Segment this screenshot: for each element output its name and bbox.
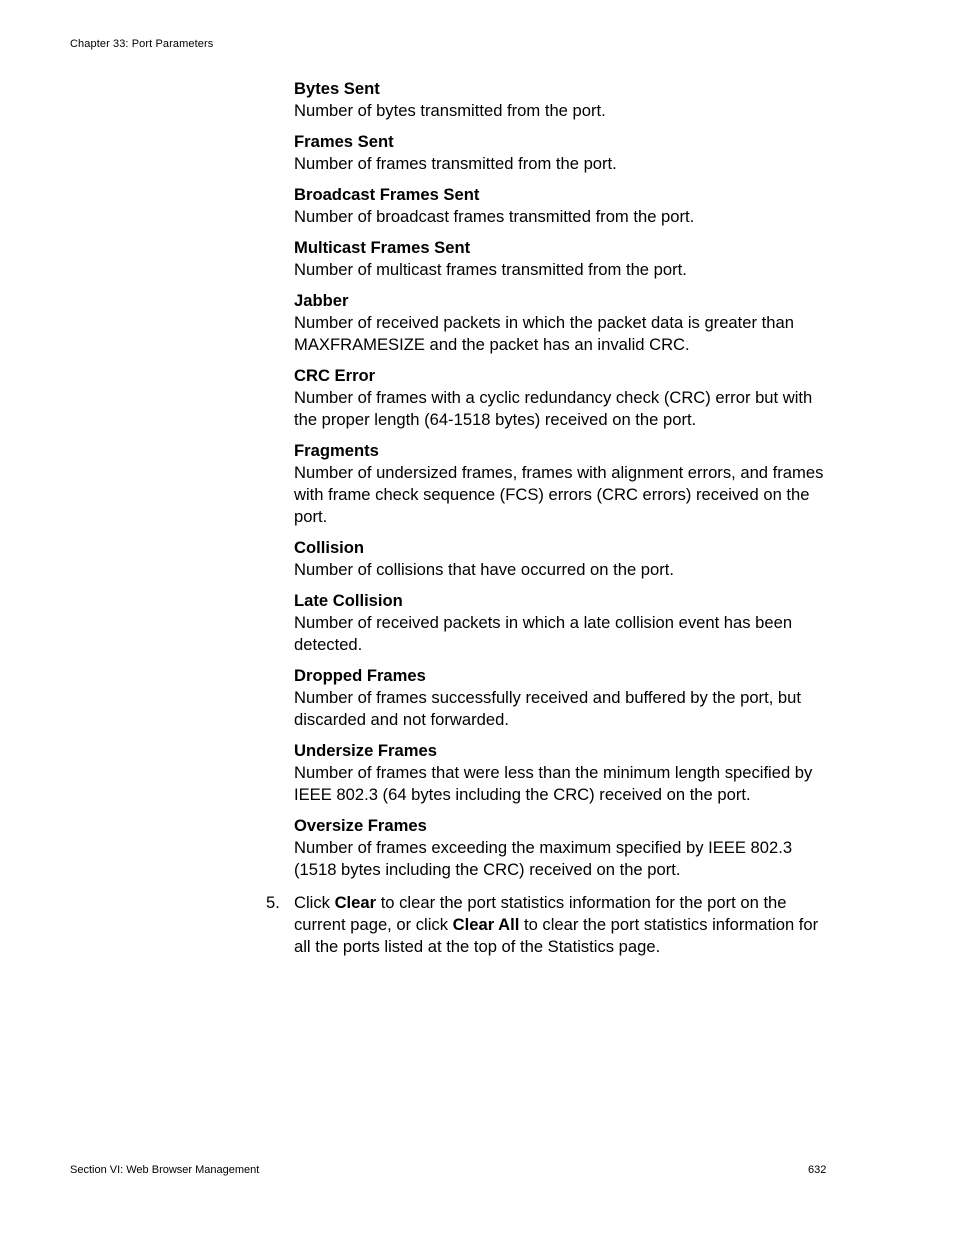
term-description: Number of frames successfully received and buffered by the port, but discarded and not forwarded. (294, 688, 801, 729)
term-description: Number of broadcast frames transmitted from the port. (294, 207, 695, 226)
term-frames-sent (294, 131, 829, 175)
term-title: Oversize Frames (294, 816, 427, 835)
step-text: to clear the port statistics information for all the ports listed at the top of the Statistics page. (294, 915, 819, 956)
term-description: Number of frames transmitted from the port. (294, 154, 617, 173)
term-title: Broadcast Frames Sent (294, 185, 480, 204)
clear-all-button-reference: Clear All (452, 915, 520, 934)
term-collision (294, 537, 829, 581)
term-title: Late Collision (294, 591, 403, 610)
running-head: Chapter 33: Port Parameters (70, 38, 214, 50)
term-description: Number of frames that were less than the minimum length specified by IEEE 802.3 (64 bytes including the CRC) received on the port. (294, 763, 813, 804)
term-description: Number of received packets in which the packet data is greater than MAXFRAMESIZE and the packet has an invalid CRC. (294, 313, 794, 354)
term-description: Number of collisions that have occurred on the port. (294, 560, 675, 579)
term-fragments (294, 440, 829, 528)
term-description: Number of frames with a cyclic redundancy check (CRC) error but with the proper length (64-1518 bytes) received on the port. (294, 388, 813, 429)
term-broadcast-frames-sent (294, 184, 829, 228)
term-multicast-frames-sent (294, 237, 829, 281)
term-title: Bytes Sent (294, 79, 380, 98)
term-description: Number of received packets in which a late collision event has been detected. (294, 613, 793, 654)
term-title: Fragments (294, 441, 379, 460)
term-bytes-sent (294, 78, 829, 122)
step-text: to clear the port statistics information for the port on the current page, or click (294, 893, 787, 934)
clear-button-reference: Clear (334, 893, 377, 912)
term-title: Collision (294, 538, 365, 557)
term-undersize-frames (294, 740, 829, 806)
term-crc-error (294, 365, 829, 431)
page-number: 632 (808, 1164, 827, 1176)
step-number: 5. (266, 893, 280, 912)
document-body (266, 78, 829, 958)
footer-section: Section VI: Web Browser Management (70, 1164, 260, 1176)
term-title: Jabber (294, 291, 349, 310)
term-title: Undersize Frames (294, 741, 437, 760)
term-description: Number of multicast frames transmitted from the port. (294, 260, 687, 279)
term-description: Number of frames exceeding the maximum specified by IEEE 802.3 (1518 bytes including the CRC) received on the port. (294, 838, 793, 879)
term-dropped-frames (294, 665, 829, 731)
term-late-collision (294, 590, 829, 656)
term-title: Dropped Frames (294, 666, 426, 685)
term-title: Frames Sent (294, 132, 394, 151)
term-jabber (294, 290, 829, 356)
term-description: Number of bytes transmitted from the port. (294, 101, 606, 120)
term-title: Multicast Frames Sent (294, 238, 471, 257)
term-title: CRC Error (294, 366, 376, 385)
step-5 (266, 892, 829, 958)
term-oversize-frames (294, 815, 829, 881)
term-description: Number of undersized frames, frames with alignment errors, and frames with frame check sequence (FCS) errors (CRC errors) received on the port. (294, 463, 824, 526)
step-text: Click (294, 893, 335, 912)
